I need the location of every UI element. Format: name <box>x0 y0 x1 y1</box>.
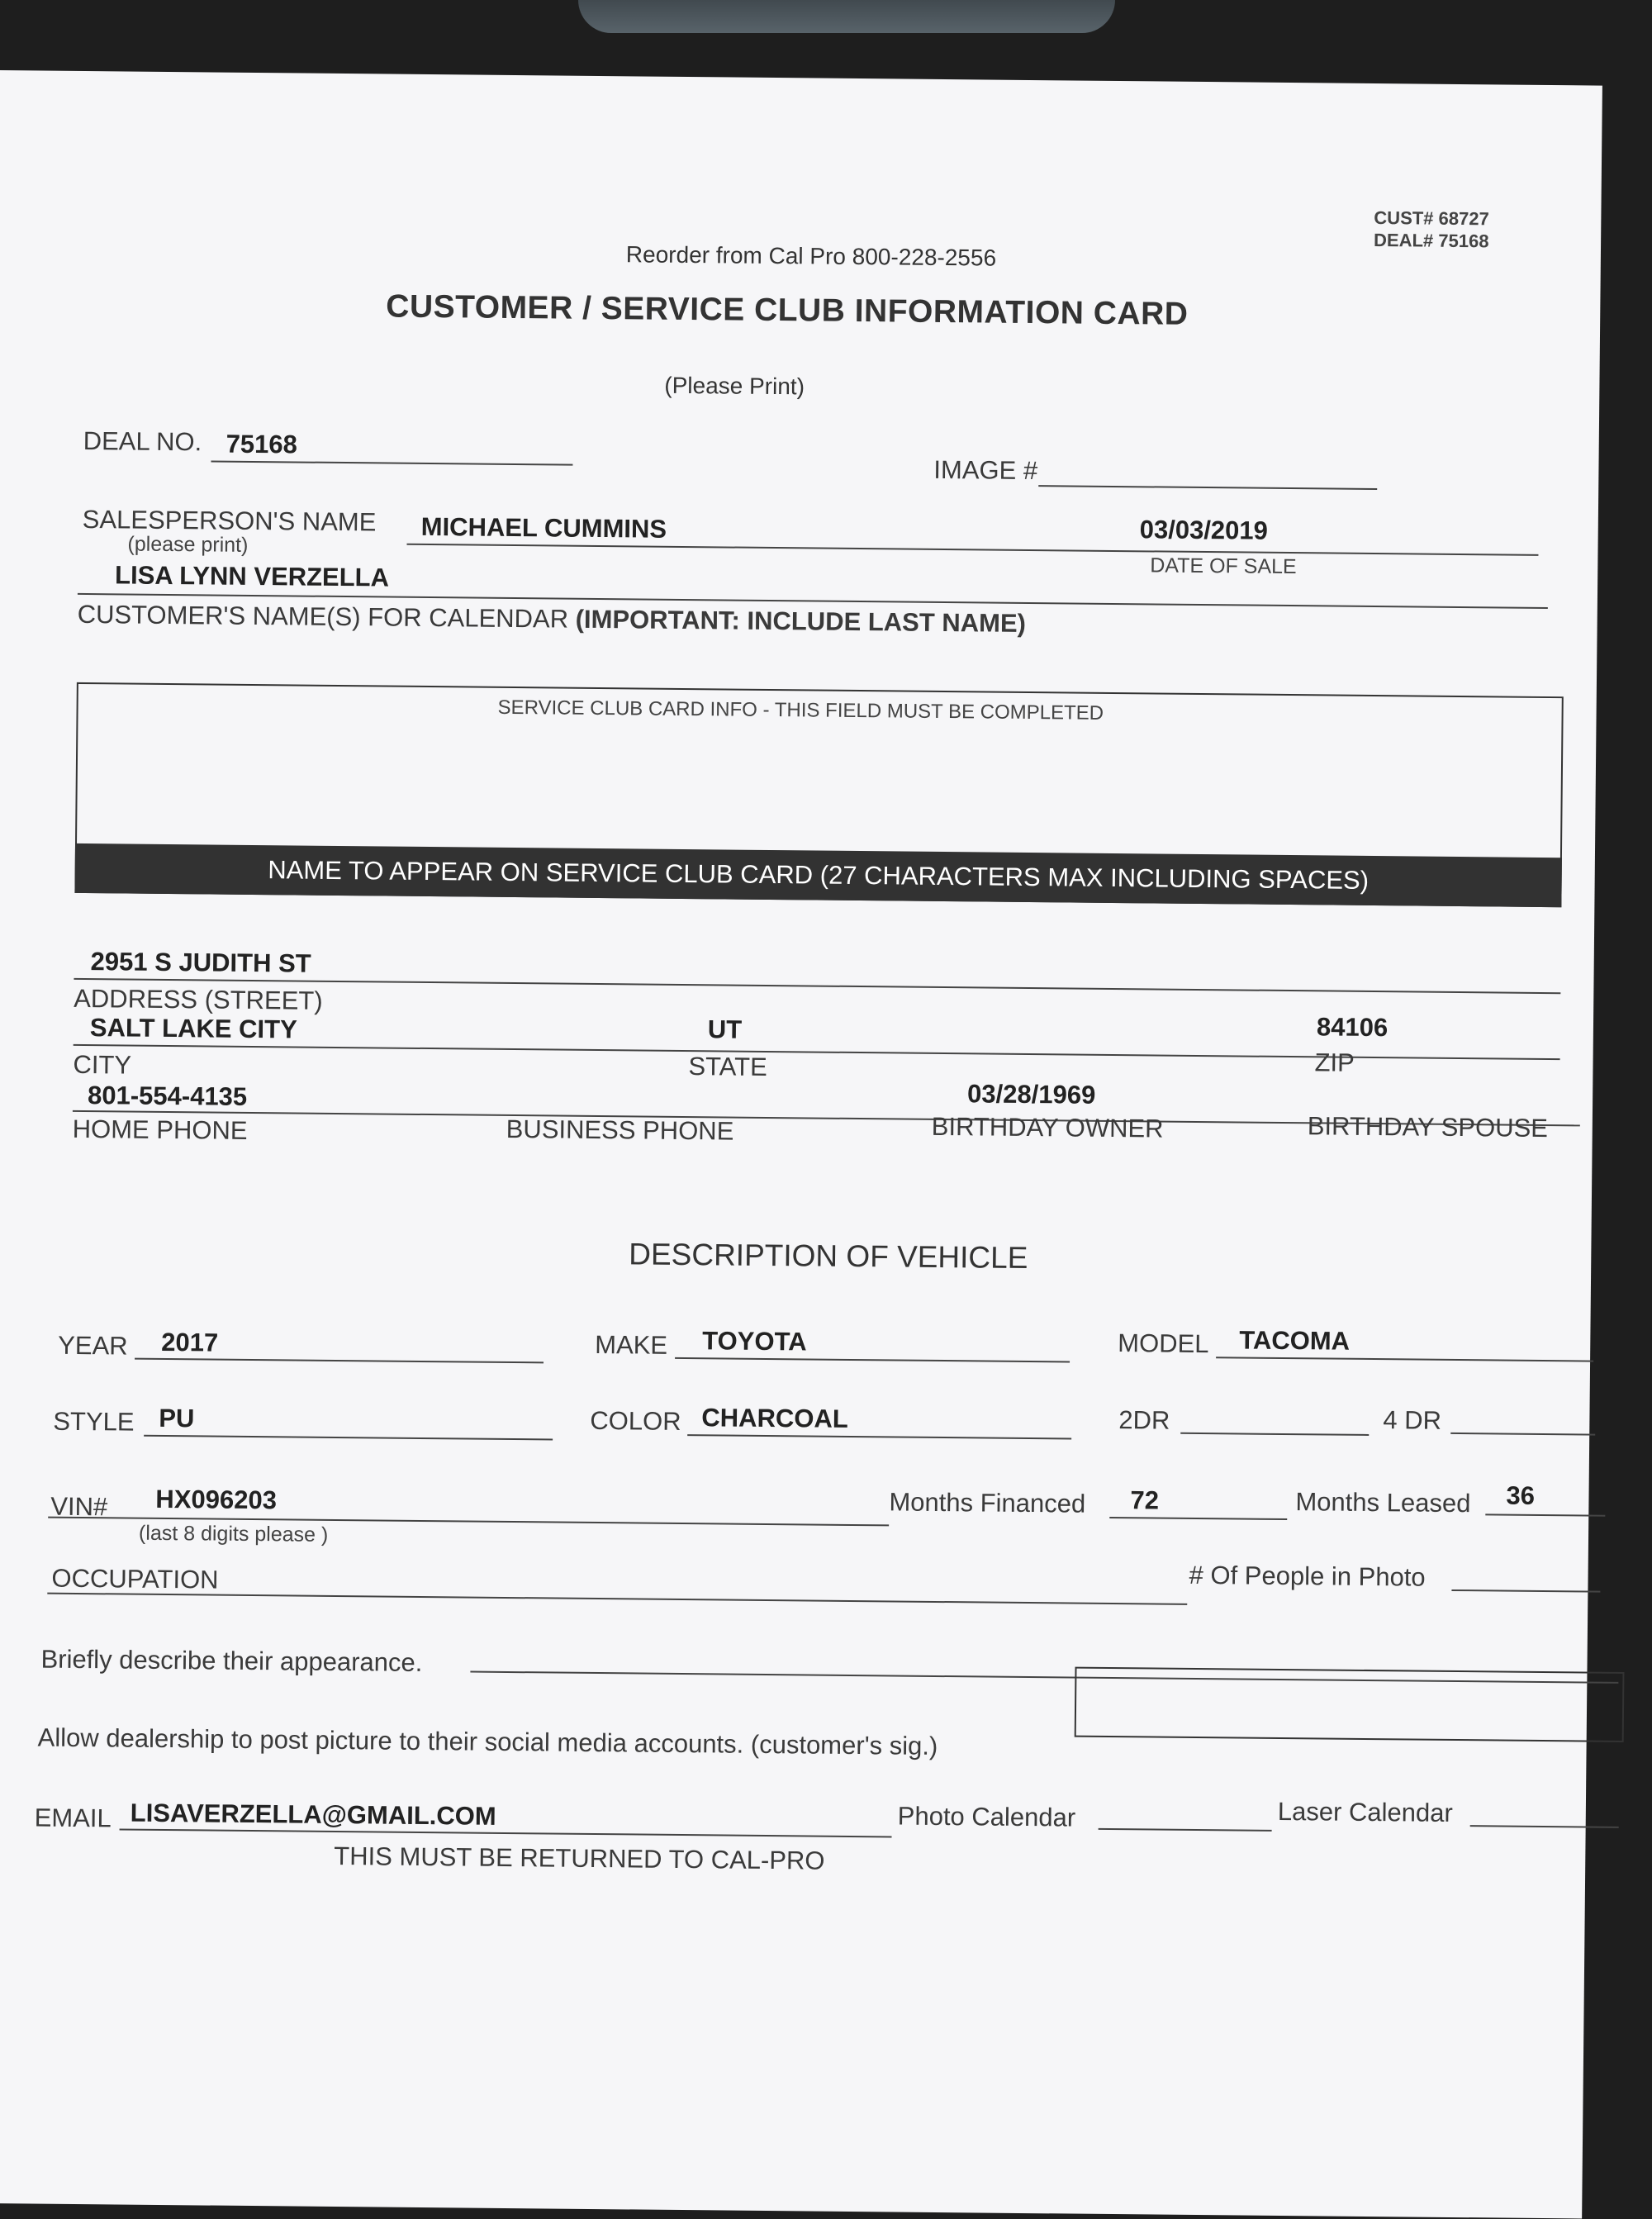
zip-value: 84106 <box>1316 1012 1389 1043</box>
customer-name-value: LISA LYNN VERZELLA <box>114 560 390 592</box>
make-label: MAKE <box>595 1329 668 1360</box>
four-door-label: 4 DR <box>1383 1405 1442 1435</box>
reorder-text: Reorder from Cal Pro 800-228-2556 <box>625 241 997 271</box>
appearance-label: Briefly describe their appearance. <box>40 1644 423 1677</box>
color-line <box>687 1434 1071 1439</box>
customer-name-label <box>78 600 1027 639</box>
city-label: CITY <box>73 1049 132 1080</box>
color-label: COLOR <box>590 1405 681 1436</box>
background-object <box>578 0 1115 33</box>
customer-name-label-text: CUSTOMER'S NAME(S) FOR CALENDAR <box>77 599 569 634</box>
year-line <box>135 1358 544 1364</box>
style-line <box>144 1435 553 1441</box>
date-of-sale-value: 03/03/2019 <box>1139 515 1269 545</box>
laser-calendar-line <box>1470 1825 1619 1828</box>
salesperson-line <box>407 544 1539 556</box>
street-label: ADDRESS (STREET) <box>74 983 323 1015</box>
home-phone-value: 801-554-4135 <box>87 1081 248 1111</box>
please-print-note: (Please Print) <box>664 372 805 400</box>
two-door-line <box>1180 1433 1369 1436</box>
state-value: UT <box>707 1014 743 1044</box>
photo-calendar-label: Photo Calendar <box>897 1801 1076 1832</box>
two-door-label: 2DR <box>1118 1405 1170 1435</box>
vehicle-heading: DESCRIPTION OF VEHICLE <box>629 1237 1028 1276</box>
service-club-name-bar: NAME TO APPEAR ON SERVICE CLUB CARD (27 CHARACTERS MAX INCLUDING SPACES) <box>74 843 1561 907</box>
deal-no-label: DEAL NO. <box>83 425 202 457</box>
birthday-owner-value: 03/28/1969 <box>966 1079 1096 1110</box>
style-label: STYLE <box>53 1406 135 1437</box>
people-in-photo-line <box>1451 1589 1600 1593</box>
occupation-line <box>47 1593 1187 1605</box>
street-value: 2951 S JUDITH ST <box>90 947 311 978</box>
style-value: PU <box>159 1403 195 1433</box>
months-leased-label: Months Leased <box>1295 1487 1471 1518</box>
model-label: MODEL <box>1118 1328 1209 1359</box>
email-line <box>120 1828 892 1837</box>
photo-calendar-line <box>1099 1828 1272 1832</box>
laser-calendar-label: Laser Calendar <box>1277 1796 1453 1827</box>
zip-label: ZIP <box>1314 1048 1355 1077</box>
cust-number: CUST# 68727 <box>1374 207 1489 230</box>
four-door-line <box>1450 1433 1595 1436</box>
birthday-owner-label: BIRTHDAY OWNER <box>931 1111 1164 1143</box>
state-label: STATE <box>688 1052 767 1081</box>
occupation-label: OCCUPATION <box>51 1563 219 1594</box>
months-leased-line <box>1485 1513 1605 1516</box>
birthday-spouse-label: BIRTHDAY SPOUSE <box>1307 1111 1549 1143</box>
service-club-box-label: SERVICE CLUB CARD INFO - THIS FIELD MUST BE COMPLETED <box>497 696 1104 725</box>
year-label: YEAR <box>58 1330 128 1361</box>
home-phone-label: HOME PHONE <box>72 1114 248 1145</box>
color-value: CHARCOAL <box>701 1403 848 1433</box>
salesperson-label: SALESPERSON'S NAME <box>82 504 377 537</box>
email-label: EMAIL <box>34 1803 112 1833</box>
business-phone-label: BUSINESS PHONE <box>506 1114 734 1146</box>
salesperson-sub-label: (please print) <box>127 532 249 557</box>
year-value: 2017 <box>161 1327 219 1357</box>
email-value: LISAVERZELLA@GMAIL.COM <box>130 1798 496 1831</box>
image-line <box>1038 485 1377 490</box>
date-of-sale-label: DATE OF SALE <box>1150 554 1297 579</box>
deal-number-header: DEAL# 75168 <box>1373 229 1489 252</box>
customer-signature-box[interactable] <box>1075 1667 1625 1742</box>
people-in-photo-label: # Of People in Photo <box>1189 1560 1426 1592</box>
make-value: TOYOTA <box>702 1326 807 1357</box>
model-line <box>1216 1357 1593 1361</box>
vin-label: VIN# <box>50 1491 108 1522</box>
model-value: TACOMA <box>1239 1325 1351 1356</box>
city-value: SALT LAKE CITY <box>89 1013 297 1044</box>
months-financed-value: 72 <box>1130 1485 1160 1515</box>
months-leased-value: 36 <box>1506 1480 1536 1510</box>
social-media-consent-label: Allow dealership to post picture to their social media accounts. (customer's sig.) <box>37 1722 938 1760</box>
vin-sub-label: (last 8 digits please ) <box>138 1521 329 1547</box>
return-note: THIS MUST BE RETURNED TO CAL-PRO <box>334 1841 825 1875</box>
form-title: CUSTOMER / SERVICE CLUB INFORMATION CARD <box>386 288 1189 332</box>
vin-value: HX096203 <box>155 1484 278 1515</box>
information-card-paper <box>0 70 1602 2219</box>
image-label: IMAGE # <box>933 454 1038 486</box>
months-financed-line <box>1109 1517 1287 1520</box>
salesperson-value: MICHAEL CUMMINS <box>420 511 667 544</box>
make-line <box>675 1357 1070 1363</box>
deal-no-line <box>211 460 572 465</box>
deal-no-value: 75168 <box>225 429 298 459</box>
months-financed-label: Months Financed <box>889 1487 1086 1518</box>
customer-name-important: (IMPORTANT: INCLUDE LAST NAME) <box>575 604 1027 638</box>
